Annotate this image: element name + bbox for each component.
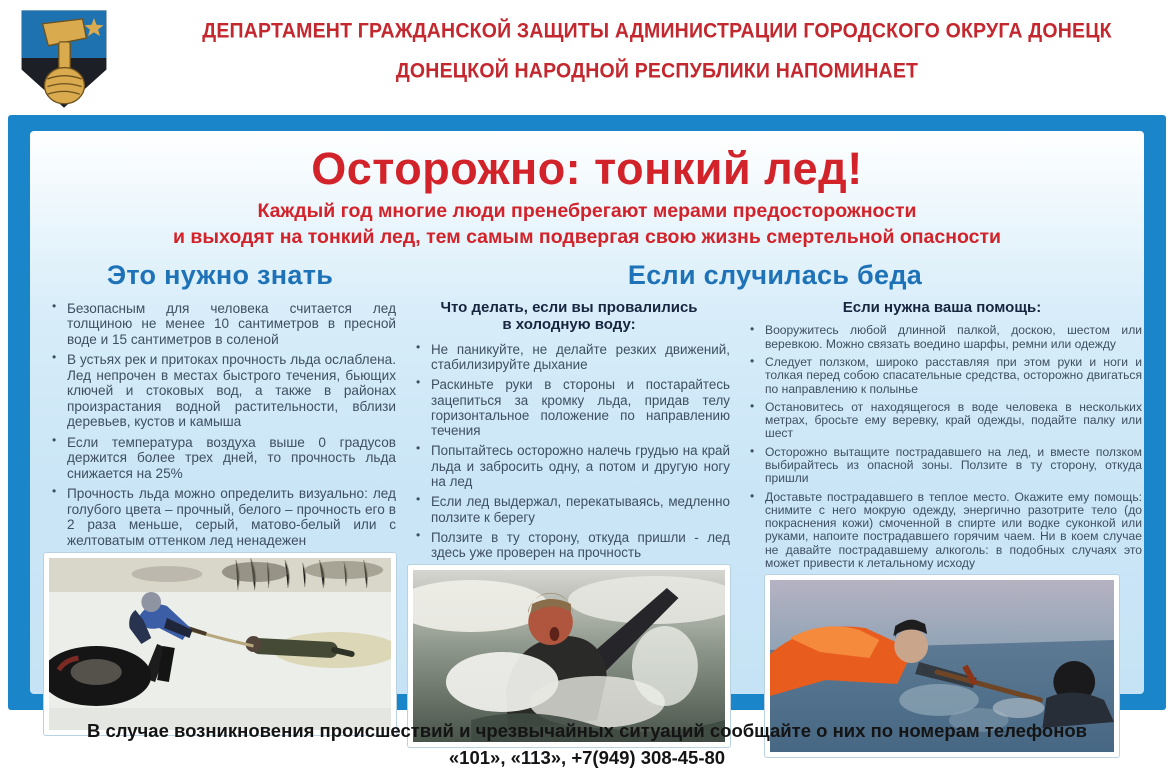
list-item: • В устьях рек и притоках прочность льда ослаблена. Лед непрочен в местах быстрого течения, бьющих ключей и стоковых вод, а также в районах произрастания водной растительности, вблизи деревьев, кустов и камыша bbox=[50, 352, 396, 429]
fell-heading-line2: в холодную воду: bbox=[502, 316, 636, 334]
list-item: • Если лед выдержал, перекатываясь, медленно ползите к берегу bbox=[414, 494, 730, 525]
column-fell-into-water bbox=[408, 297, 730, 684]
list-item: • Вооружитесь любой длинной палкой, доскою, шестом или веревкою. Можно связать воедино шарфы, ремни или одежду bbox=[748, 324, 1142, 351]
help-list bbox=[742, 324, 1142, 575]
section-headings-row bbox=[44, 260, 1130, 291]
list-item: • Следует ползком, широко расставляя при этом руки и ноги и толкая перед собою спасательные средства, осторожно двигаться по направлению к полынье bbox=[748, 356, 1142, 396]
photo-rescue-rope-snow bbox=[44, 553, 396, 735]
donetsk-coat-of-arms bbox=[14, 6, 114, 112]
department-title bbox=[0, 0, 1174, 83]
poster-subtitle-line2: и выходят на тонкий лед, тем самым подвергая свою жизнь смертельной опасности bbox=[172, 225, 1002, 248]
list-item: • Остановитесь от находящегося в воде человека в нескольких метрах, бросьте ему веревку, край одежды, подайте палку или шест bbox=[748, 401, 1142, 441]
poster-title: Осторожно: тонкий лед! bbox=[311, 143, 863, 194]
header-band bbox=[0, 0, 1174, 115]
poster-panel bbox=[30, 131, 1144, 694]
department-title-line2: ДОНЕЦКОЙ НАРОДНОЙ РЕСПУБЛИКИ НАПОМИНАЕТ bbox=[395, 59, 919, 83]
fell-list bbox=[408, 342, 730, 566]
poster-frame bbox=[8, 115, 1166, 710]
list-item: • Прочность льда можно определить визуально: лед голубого цвета – прочный, белого – прочность его в 2 раза меньше, серый, матово-белый или с желтоватым оттенком лед ненадежен bbox=[50, 486, 396, 548]
footer-phone-numbers: «101», «113», +7(949) 308-45-80 bbox=[448, 747, 726, 769]
poster-subtitle-line1: Каждый год многие люди пренебрегают мерами предосторожности bbox=[257, 200, 917, 223]
list-item: • Доставьте пострадавшего в теплое место. Окажите ему помощь: снимите с него мокрую одежду, энергично разотрите тело (до покраснения кожи) смоченной в спирте или водке суконкой или руками, напоите пострадавшего горячим чаем. Ни в коем случае не давайте пострадавшему алкоголь: в подобных случаях это может привести к летальному исходу bbox=[748, 491, 1142, 571]
department-title-line1: ДЕПАРТАМЕНТ ГРАЖДАНСКОЙ ЗАЩИТЫ АДМИНИСТРАЦИИ ГОРОДСКОГО ОКРУГА ДОНЕЦК bbox=[202, 19, 1112, 43]
list-item: • Попытайтесь осторожно налечь грудью на край льда и забросить одну, а потом и другую ногу на лед bbox=[414, 443, 730, 489]
column-your-help bbox=[742, 297, 1142, 684]
list-item: • Если температура воздуха выше 0 градусов держится более трех дней, то прочность льда снижается на 25% bbox=[50, 435, 396, 481]
list-item: • Безопасным для человека считается лед толщиною не менее 10 сантиметров в пресной воде и 15 сантиметров в соленой bbox=[50, 301, 396, 347]
content-columns bbox=[44, 297, 1142, 684]
poster-subtitle bbox=[44, 199, 1130, 250]
footer-line1: В случае возникновения происшествий и чрезвычайных ситуаций сообщайте о них по номерам телефонов bbox=[86, 720, 1088, 741]
fell-heading-line1: Что делать, если вы провалились bbox=[440, 298, 698, 316]
list-item: • Не паникуйте, не делайте резких движений, стабилизируйте дыхание bbox=[414, 342, 730, 373]
know-list bbox=[44, 301, 396, 553]
list-item: • Раскиньте руки в стороны и постарайтесь зацепиться за кромку льда, придав телу горизонтальное положение по направлению течения bbox=[414, 377, 730, 438]
help-heading: Если нужна ваша помощь: bbox=[842, 298, 1042, 316]
section-heading-know: Это нужно знать bbox=[106, 259, 334, 290]
list-item: • Ползите в ту сторону, откуда пришли - лед здесь уже проверен на прочность bbox=[414, 530, 730, 561]
section-heading-trouble: Если случилась беда bbox=[627, 259, 923, 290]
fell-heading bbox=[408, 299, 730, 334]
list-item: • Осторожно вытащите пострадавшего на лед, и вместе ползком выбирайтесь из опасной зоны. Ползите в ту сторону, откуда пришли bbox=[748, 446, 1142, 486]
column-know bbox=[44, 297, 396, 684]
